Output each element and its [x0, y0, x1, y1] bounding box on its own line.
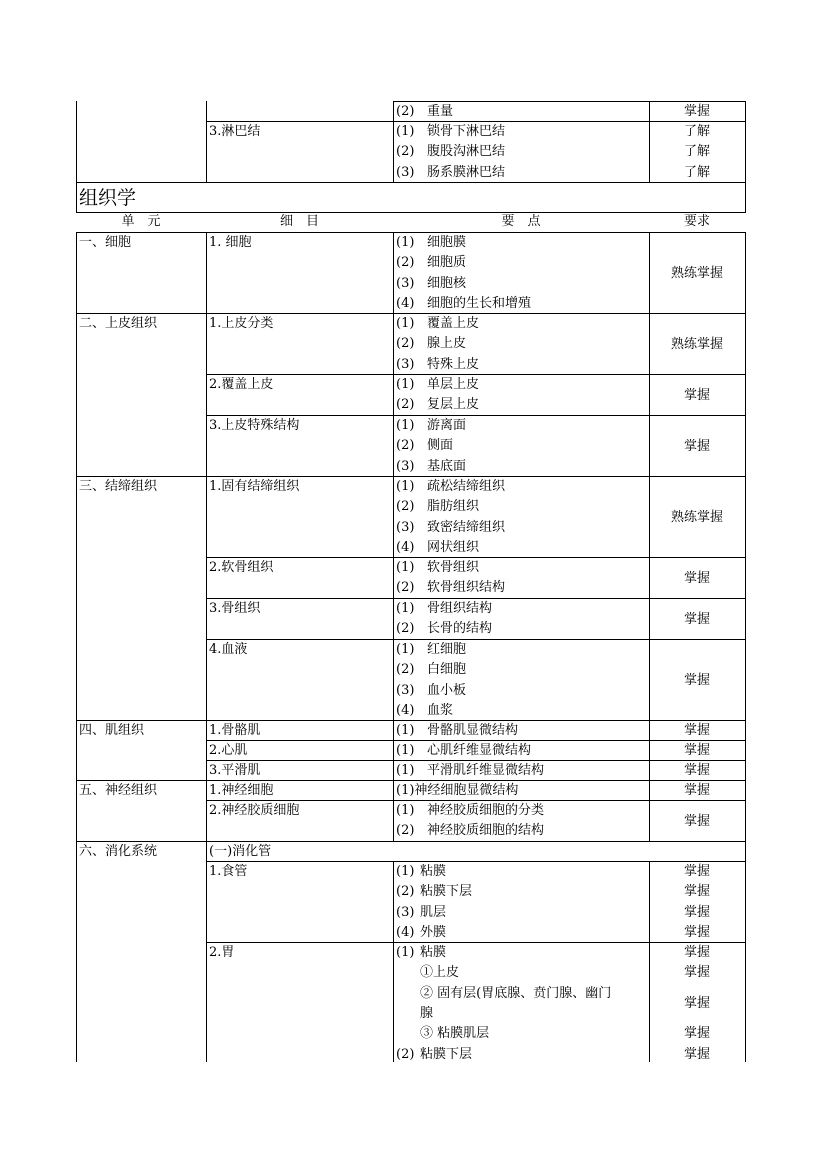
requirement-level: 了解 [683, 124, 710, 139]
point-number: (2) [396, 621, 415, 637]
key-point: 软骨组织 [427, 560, 480, 575]
column-divider [76, 476, 77, 721]
key-point: 心肌纤维显微结构 [427, 743, 532, 758]
key-point: 细胞质 [427, 255, 467, 271]
column-divider [76, 720, 77, 781]
column-divider [745, 313, 746, 477]
key-point: 血浆 [427, 702, 454, 718]
point-number: (3) [396, 682, 415, 698]
column-divider [393, 780, 394, 842]
point-number: (4) [396, 295, 415, 311]
column-divider [393, 313, 394, 477]
column-divider [745, 232, 746, 314]
header-requirement: 要求 [683, 214, 710, 229]
key-point: 肠系膜淋巴结 [427, 164, 506, 180]
requirement-level: 掌握 [683, 945, 710, 960]
subitem-label: 3.淋巴结 [209, 124, 261, 139]
requirement-level: 了解 [683, 164, 710, 180]
key-point: 粘膜 [420, 864, 447, 879]
column-divider [745, 841, 746, 1062]
requirement-level: 掌握 [683, 439, 710, 454]
requirement-level: 掌握 [683, 388, 710, 403]
point-number: (1) [396, 560, 415, 575]
requirement-level: 掌握 [683, 743, 710, 758]
point-number: (1) [396, 377, 415, 392]
column-divider [745, 720, 746, 781]
section-title: 组织学 [79, 187, 137, 209]
column-divider [649, 861, 650, 1062]
key-point: 长骨的结构 [427, 621, 493, 637]
key-point: 粘膜下层 [420, 1046, 473, 1062]
point-number: (2) [396, 1046, 415, 1062]
key-point: ③ 粘膜肌层 [420, 1026, 490, 1042]
key-point: 单层上皮 [427, 377, 480, 392]
point-number: (2) [396, 884, 415, 900]
point-number: (4) [396, 539, 415, 555]
column-divider [206, 720, 207, 781]
key-point: 细胞的生长和增殖 [427, 295, 532, 311]
key-point: 白细胞 [427, 662, 467, 678]
point-number: (2) [396, 336, 415, 352]
point-number: (1) [396, 316, 415, 331]
subitem-label: 2.神经胶质细胞 [209, 803, 300, 818]
requirement-level: 掌握 [683, 814, 710, 829]
requirement-level: 掌握 [683, 783, 710, 798]
column-divider [206, 101, 207, 183]
column-divider [393, 861, 394, 1062]
unit-label: 四、肌组织 [79, 723, 145, 738]
key-point: 网状组织 [427, 539, 480, 555]
row-line [76, 182, 746, 183]
key-point: ①上皮 [420, 965, 460, 981]
key-point: 粘膜 [420, 945, 447, 960]
key-point: (1)神经细胞显微结构 [396, 783, 519, 798]
point-number: (2) [396, 104, 415, 119]
requirement-level: 掌握 [683, 1026, 710, 1042]
header-item: 细 目 [279, 214, 319, 229]
column-divider [745, 182, 746, 213]
requirement-level: 熟练掌握 [670, 266, 723, 281]
point-number: (3) [396, 904, 415, 920]
column-divider [649, 476, 650, 721]
column-divider [76, 182, 77, 213]
point-number: (4) [396, 702, 415, 718]
subitem-label: 1.神经细胞 [209, 783, 274, 798]
key-point: 红细胞 [427, 642, 467, 657]
key-point: 重量 [427, 104, 454, 119]
key-point: 血小板 [427, 682, 467, 698]
requirement-level: 掌握 [683, 763, 710, 778]
key-point: 粘膜下层 [420, 884, 473, 900]
point-number: (3) [396, 275, 415, 291]
column-divider [206, 476, 207, 721]
subitem-label: 4.血液 [209, 642, 248, 657]
requirement-level: 掌握 [683, 884, 710, 900]
column-divider [76, 841, 77, 1062]
unit-label: 五、神经组织 [79, 783, 158, 798]
point-number: (1) [396, 945, 415, 960]
key-point: 脂肪组织 [427, 499, 480, 515]
column-divider [745, 476, 746, 721]
point-number: (2) [396, 144, 415, 160]
key-point: 致密结缔组织 [427, 519, 506, 535]
column-divider [649, 232, 650, 314]
requirement-level: 掌握 [683, 965, 710, 981]
key-point: 侧面 [427, 438, 454, 454]
point-number: (1) [396, 642, 415, 657]
key-point: 骨骼肌显微结构 [427, 723, 519, 738]
subitem-label: 1.骨骼肌 [209, 723, 261, 738]
point-number: (1) [396, 479, 415, 494]
key-point: 腺 [420, 1005, 434, 1021]
subitem-label: 1.上皮分类 [209, 316, 274, 331]
unit-line [76, 841, 746, 842]
point-number: (2) [396, 499, 415, 515]
requirement-level: 了解 [683, 144, 710, 160]
point-number: (1) [396, 864, 415, 879]
point-number: (2) [396, 580, 415, 596]
header-unit: 单 元 [121, 214, 161, 229]
point-number: (2) [396, 823, 415, 839]
column-divider [206, 780, 207, 842]
subheading: (一)消化管 [209, 844, 272, 859]
key-point: 复层上皮 [427, 397, 480, 413]
unit-label: 三、结缔组织 [79, 479, 158, 494]
column-divider [393, 232, 394, 314]
column-divider [649, 313, 650, 477]
requirement-level: 掌握 [683, 612, 710, 627]
key-point: 游离面 [427, 418, 467, 433]
key-point: 特殊上皮 [427, 356, 480, 372]
key-point: ② 固有层(胃底腺、贲门腺、幽门 [420, 985, 612, 1001]
key-point: 神经胶质细胞的分类 [427, 803, 545, 818]
point-number: (2) [396, 255, 415, 271]
column-divider [76, 313, 77, 477]
subitem-label: 2.心肌 [209, 743, 248, 758]
unit-label: 二、上皮组织 [79, 316, 158, 331]
point-number: (1) [396, 803, 415, 818]
column-divider [649, 101, 650, 183]
requirement-level: 熟练掌握 [670, 510, 723, 525]
requirement-level: 熟练掌握 [670, 337, 723, 352]
column-divider [393, 476, 394, 721]
column-divider [745, 101, 746, 183]
requirement-level: 掌握 [683, 723, 710, 738]
column-divider [206, 841, 207, 1062]
point-number: (1) [396, 601, 415, 616]
unit-label: 一、细胞 [79, 235, 132, 250]
point-number: (2) [396, 438, 415, 454]
subitem-label: 3.平滑肌 [209, 763, 261, 778]
key-point: 神经胶质细胞的结构 [427, 823, 545, 839]
requirement-level: 掌握 [683, 995, 710, 1011]
key-point: 平滑肌纤维显微结构 [427, 763, 545, 778]
header-point: 要 点 [501, 214, 541, 229]
point-number: (2) [396, 397, 415, 413]
point-number: (3) [396, 164, 415, 180]
requirement-level: 掌握 [683, 864, 710, 879]
requirement-level: 掌握 [683, 104, 710, 119]
subitem-label: 3.上皮特殊结构 [209, 418, 300, 433]
point-number: (1) [396, 235, 415, 250]
key-point: 软骨组织结构 [427, 580, 506, 596]
point-number: (2) [396, 662, 415, 678]
subitem-label: 3.骨组织 [209, 601, 261, 616]
key-point: 疏松结缔组织 [427, 479, 506, 494]
subitem-label: 2.胃 [209, 945, 235, 960]
subitem-label: 1. 细胞 [209, 235, 252, 250]
column-divider [206, 232, 207, 314]
key-point: 骨组织结构 [427, 601, 493, 616]
unit-label: 六、消化系统 [79, 844, 158, 859]
key-point: 锁骨下淋巴结 [427, 124, 506, 139]
column-divider [745, 780, 746, 842]
row-line [206, 639, 746, 640]
requirement-level: 掌握 [683, 571, 710, 586]
column-divider [649, 780, 650, 842]
key-point: 基底面 [427, 458, 467, 474]
point-number: (3) [396, 356, 415, 372]
column-divider [393, 101, 394, 183]
point-number: (1) [396, 723, 415, 738]
column-divider [649, 720, 650, 781]
column-divider [76, 232, 77, 314]
point-number: (1) [396, 124, 415, 139]
point-number: (1) [396, 418, 415, 433]
column-divider [393, 720, 394, 781]
point-number: (4) [396, 924, 415, 940]
column-divider [76, 101, 77, 183]
key-point: 覆盖上皮 [427, 316, 480, 331]
key-point: 细胞膜 [427, 235, 467, 250]
subitem-label: 1.固有结缔组织 [209, 479, 300, 494]
column-divider [76, 780, 77, 842]
subitem-label: 1.食管 [209, 864, 248, 879]
point-number: (1) [396, 763, 415, 778]
key-point: 细胞核 [427, 275, 467, 291]
requirement-level: 掌握 [683, 1046, 710, 1062]
key-point: 腹股沟淋巴结 [427, 144, 506, 160]
column-divider [206, 313, 207, 477]
requirement-level: 掌握 [683, 904, 710, 920]
key-point: 肌层 [420, 904, 447, 920]
point-number: (3) [396, 519, 415, 535]
requirement-level: 掌握 [683, 673, 710, 688]
point-number: (1) [396, 743, 415, 758]
requirement-level: 掌握 [683, 924, 710, 940]
subitem-label: 2.软骨组织 [209, 560, 274, 575]
subitem-label: 2.覆盖上皮 [209, 377, 274, 392]
point-number: (3) [396, 458, 415, 474]
key-point: 外膜 [420, 924, 447, 940]
key-point: 腺上皮 [427, 336, 467, 352]
